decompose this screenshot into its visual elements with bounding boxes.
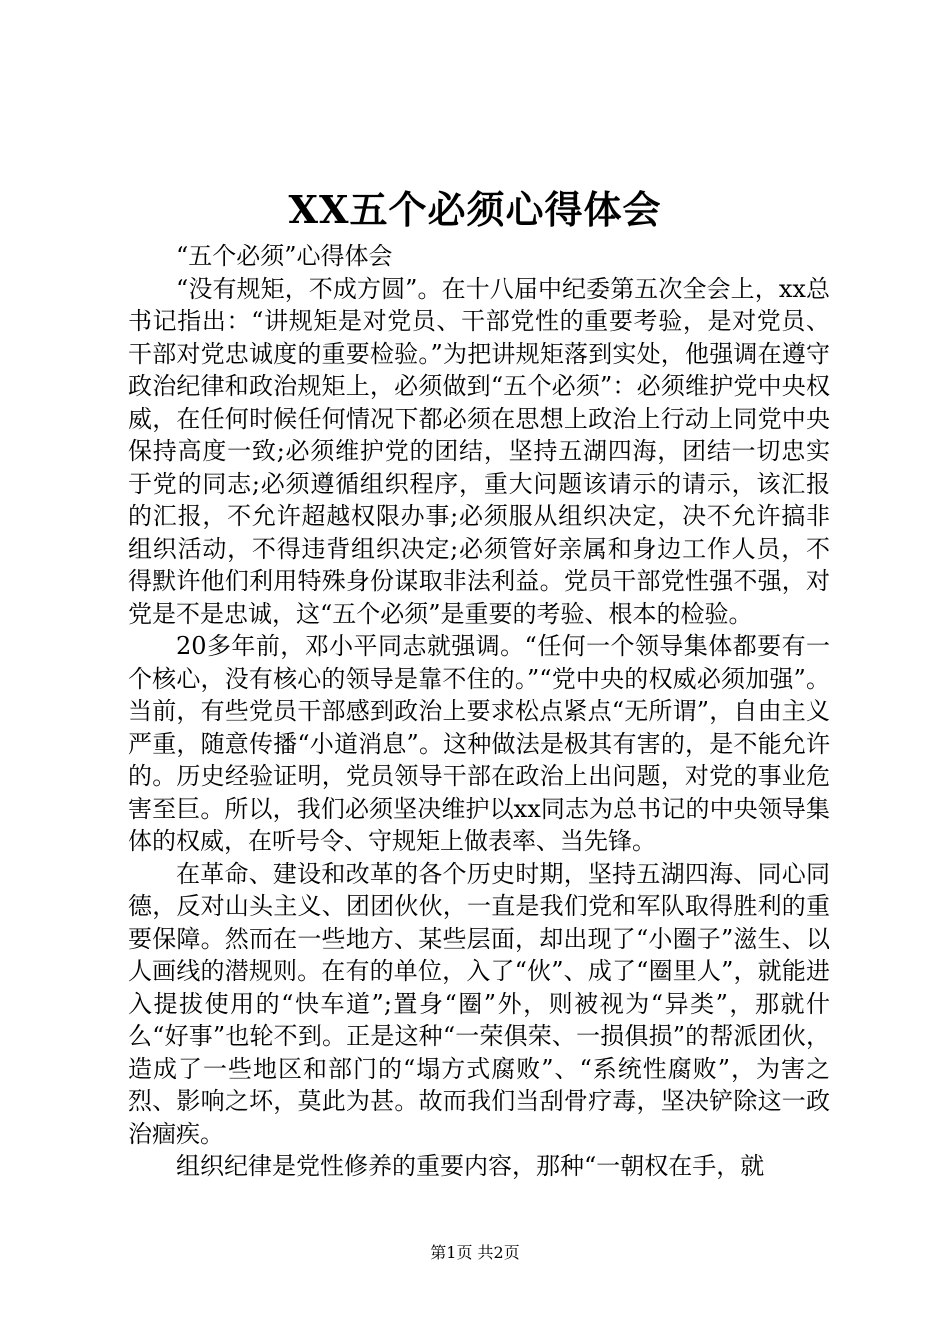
document-body [128, 240, 830, 1183]
document-title: XX五个必须心得体会 [288, 187, 662, 232]
body-paragraph: 20多年前，邓小平同志就强调。“任何一个领导集体都要有一个核心，没有核心的领导是靠不住的。”“党中央的权威必须加强”。当前，有些党员干部感到政治上要求松点紧点“无所谓”，自由主义严重，随意传播“小道消息”。这种做法是极其有害的，是不能允许的。历史经验证明，党员领导干部在政治上出问题，对党的事业危害至巨。所以，我们必须坚决维护以xx同志为总书记的中央领导集体的权威，在听号令、守规矩上做表率、当先锋。 [128, 632, 830, 855]
body-paragraph: 在革命、建设和改革的各个历史时期，坚持五湖四海、同心同德，反对山头主义、团团伙伙，一直是我们党和军队取得胜利的重要保障。然而在一些地方、某些层面，却出现了“小圈子”滋生、以人画线的潜规则。在有的单位，入了“伙”、成了“圈里人”，就能进入提拔使用的“快车道”;置身“圈”外，则被视为“异类”，那就什么“好事”也轮不到。正是这种“一荣俱荣、一损俱损”的帮派团伙，造成了一些地区和部门的“塌方式腐败”、“系统性腐败”，为害之烈、影响之坏，莫此为甚。故而我们当刮骨疗毒，坚决铲除这一政治痼疾。 [128, 859, 830, 1148]
body-paragraph: 组织纪律是党性修养的重要内容，那种“一朝权在手，就 [176, 1152, 765, 1180]
body-paragraph: “没有规矩，不成方圆”。在十八届中纪委第五次全会上，xx总书记指出：“讲规矩是对党员、干部党性的重要考验，是对党员、干部对党忠诚度的重要检验。”为把讲规矩落到实处，他强调在遵守政治纪律和政治规矩上，必须做到“五个必须”：必须维护党中央权威，在任何时候任何情况下都必须在思想上政治上行动上同党中央保持高度一致;必须维护党的团结，坚持五湖四海，团结一切忠实于党的同志;必须遵循组织程序，重大问题该请示的请示，该汇报的汇报，不允许超越权限办事;必须服从组织决定，决不允许搞非组织活动，不得违背组织决定;必须管好亲属和身边工作人员，不得默许他们利用特殊身份谋取非法利益。党员干部党性强不强，对党是不是忠诚，这“五个必须”是重要的考验、根本的检验。 [128, 274, 830, 628]
page-number-footer: 第1页 共2页 [430, 1243, 520, 1262]
subtitle-paragraph: “五个必须”心得体会 [176, 242, 393, 270]
